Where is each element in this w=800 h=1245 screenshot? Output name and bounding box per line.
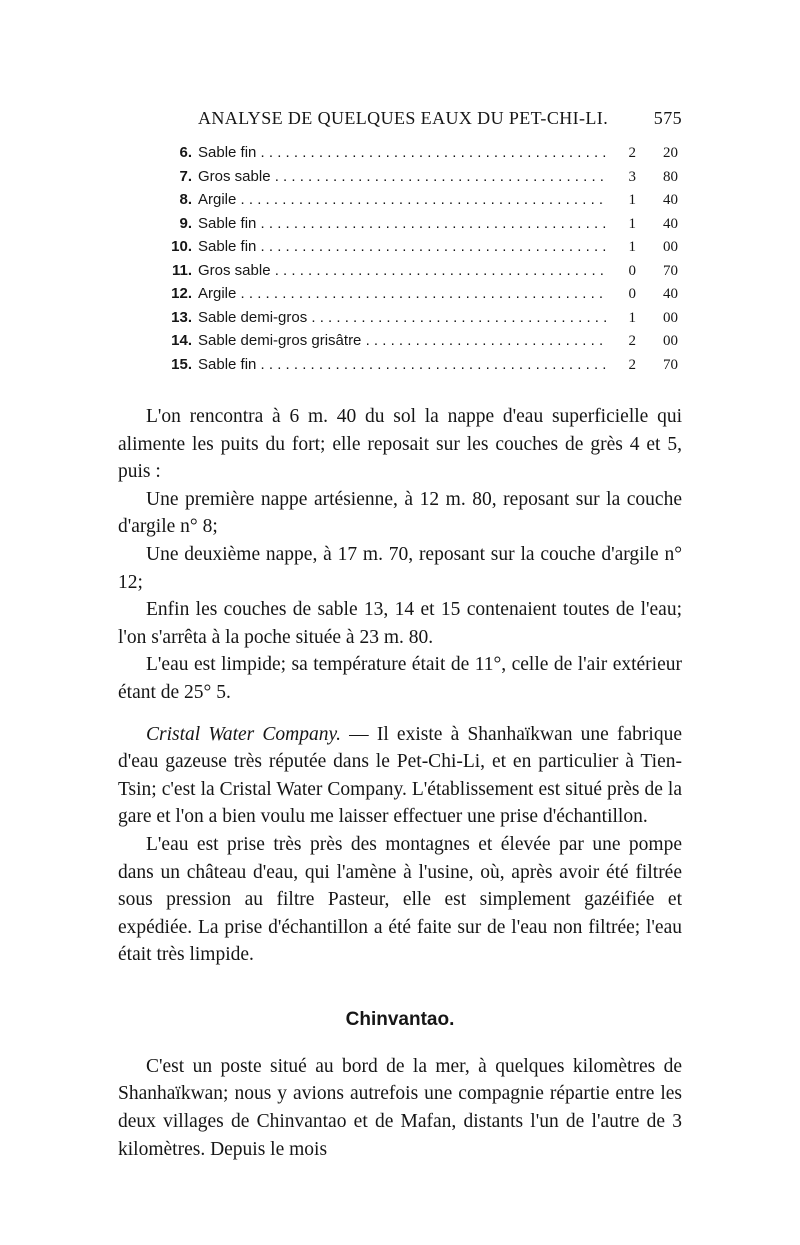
- stratum-number: 12.: [171, 285, 192, 302]
- stratum-row: [118, 309, 682, 333]
- stratum-centimetres: 00: [663, 309, 678, 326]
- stratum-number: 6.: [179, 144, 192, 161]
- paragraph-water-table: L'on rencontra à 6 m. 40 du sol la nappe d'eau superficielle qui alimente les puits du fort; elle reposait sur les couches de grès 4 et 5, puis :: [118, 406, 682, 483]
- stratum-number: 10.: [171, 238, 192, 255]
- stratum-centimetres: 70: [663, 262, 678, 279]
- paragraph-chinvantao: C'est un poste situé au bord de la mer, à quelques kilomètres de Shanhaïkwan; nous y avions autrefois une compagnie répartie entre les deux villages de Chinvantao et de Mafan, distants l'un de l'autre de 3 kilomètres. Depuis le mois: [118, 1055, 682, 1160]
- stratum-name: Argile . . .: [198, 285, 608, 302]
- stratum-row: [118, 262, 682, 286]
- stratum-row: [118, 238, 682, 262]
- stratum-metres: 1: [628, 215, 636, 232]
- stratum-name: Gros sable . . .: [198, 262, 608, 279]
- stratum-metres: 2: [628, 356, 636, 373]
- stratum-name: Sable fin . . .: [198, 144, 608, 161]
- stratum-metres: 0: [628, 262, 636, 279]
- paragraph-cristal-water: [118, 721, 682, 831]
- section-heading: Chinvantao.: [345, 1008, 455, 1030]
- stratum-name: Sable demi-gros grisâtre . . .: [198, 332, 608, 349]
- strata-list: [118, 144, 682, 379]
- running-title: ANALYSE DE QUELQUES EAUX DU PET-CHI-LI.: [198, 108, 609, 128]
- stratum-number: 13.: [171, 308, 192, 326]
- stratum-row: [118, 191, 682, 215]
- paragraph-pumping: L'eau est prise très près des montagnes et élevée par une pompe dans un château d'eau, qui l'amène à l'usine, où, après avoir été filtrée sous pression au filtre Pasteur, elle est simplement gazéifiée et expédiée. La prise d'échantillon a été faite sur de l'eau non filtrée; l'eau était très limpide.: [118, 833, 682, 966]
- stratum-metres: 3: [628, 168, 636, 185]
- stratum-name: Sable fin . . .: [198, 238, 608, 255]
- stratum-centimetres: 20: [663, 145, 678, 161]
- stratum-centimetres: 40: [663, 286, 678, 302]
- paragraph-temperature: L'eau est limpide; sa température était de 11°, celle de l'air extérieur étant de 25° 5.: [118, 654, 682, 703]
- stratum-number: 7.: [179, 167, 192, 185]
- stratum-name: Sable demi-gros . . .: [198, 309, 608, 326]
- page-number: 575: [653, 108, 682, 128]
- stratum-centimetres: 80: [663, 168, 678, 185]
- stratum-name: Gros sable . . .: [198, 168, 608, 185]
- stratum-name: Argile . . .: [198, 191, 608, 208]
- stratum-number: 14.: [171, 332, 192, 349]
- stratum-row: [118, 356, 682, 380]
- stratum-metres: 2: [628, 333, 636, 349]
- stratum-metres: 1: [628, 192, 636, 208]
- paragraph-first-aquifer: Une première nappe artésienne, à 12 m. 80, reposant sur la couche d'argile n° 8;: [118, 488, 682, 538]
- stratum-name: Sable fin . . .: [198, 215, 608, 232]
- stratum-centimetres: 40: [663, 215, 678, 232]
- stratum-metres: 1: [628, 239, 636, 255]
- section-lead-in: Cristal Water Company.: [146, 723, 341, 745]
- stratum-centimetres: 70: [663, 356, 678, 373]
- stratum-number: 15.: [171, 355, 192, 373]
- stratum-centimetres: 00: [663, 333, 678, 349]
- paragraph-second-aquifer: Une deuxième nappe, à 17 m. 70, reposant sur la couche d'argile n° 12;: [118, 543, 682, 593]
- running-header: [118, 108, 682, 136]
- paragraph-cristal-water-body: — Il existe à Shanhaïkwan une fabrique d'eau gazeuse très réputée dans le Pet-Chi-Li, et en particulier à Tien-Tsin; c'est la Cristal Water Company. L'établissement est situé près de la gare et l'on a bien voulu me laisser effectuer une prise d'échantillon.: [118, 723, 682, 828]
- stratum-row: [118, 168, 682, 192]
- paragraph-sand-layers: Enfin les couches de sable 13, 14 et 15 contenaient toutes de l'eau; l'on s'arrêta à la poche située à 23 m. 80.: [118, 599, 682, 648]
- page: [118, 108, 682, 1163]
- stratum-row: [118, 144, 682, 168]
- stratum-row: [118, 215, 682, 239]
- stratum-row: [118, 285, 682, 309]
- stratum-number: 9.: [179, 214, 192, 232]
- stratum-row: [118, 332, 682, 356]
- stratum-centimetres: 40: [663, 192, 678, 208]
- stratum-number: 11.: [171, 261, 192, 279]
- stratum-centimetres: 00: [663, 239, 678, 255]
- stratum-metres: 1: [628, 309, 636, 326]
- stratum-number: 8.: [179, 191, 192, 208]
- stratum-metres: 2: [628, 145, 636, 161]
- stratum-metres: 0: [628, 286, 636, 302]
- stratum-name: Sable fin . . .: [198, 356, 608, 373]
